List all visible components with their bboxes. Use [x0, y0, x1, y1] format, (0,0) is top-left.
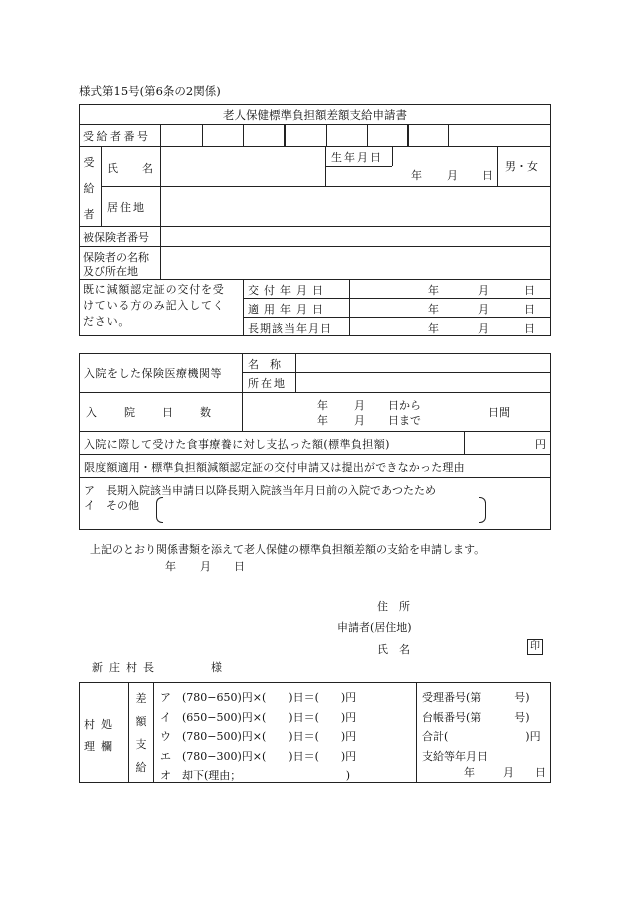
long-term-date-field[interactable]: [350, 318, 550, 336]
difference-payment-label: 差 額 支 給: [135, 692, 147, 774]
long-term-date-label: 長期該当年月日: [248, 322, 332, 335]
month-unit: 月: [478, 303, 489, 316]
from-year-unit: 年: [317, 399, 328, 412]
meal-paid-amount-field[interactable]: [465, 432, 550, 453]
ledger-number[interactable]: 台帳番号(第 号): [422, 710, 530, 724]
recipient-number-cells[interactable]: [161, 125, 550, 145]
reduction-note: 既に減額認定証の交付を受 けている方のみ記入してく ださい。: [83, 283, 225, 328]
issue-date-label: 交付年月日: [248, 284, 328, 297]
hospital-period-field[interactable]: [243, 393, 550, 430]
village-processing-label: 村処 理欄: [84, 718, 118, 753]
year-unit: 年: [428, 284, 439, 297]
month-unit: 月: [478, 284, 489, 297]
days-unit: 日間: [488, 406, 510, 419]
calc-item-d[interactable]: エ (780−300)円×( )日＝( )円: [160, 749, 357, 763]
declaration-text: 上記のとおり関係書類を添えて老人保健の標準負担額差額の支給を申請します。: [90, 543, 486, 556]
recipient-group-label: 受 給 者: [83, 156, 95, 221]
payment-date-label: 支給等年月日: [422, 749, 488, 763]
day-unit: 日: [535, 766, 546, 779]
month-unit: 月: [503, 766, 514, 779]
reason-other-bracket[interactable]: [156, 497, 486, 523]
institution-label: 入院をした保険医療機関等: [84, 367, 222, 380]
to-year-unit: 年: [317, 414, 328, 427]
reason-option-b[interactable]: イ その他: [84, 499, 139, 512]
reason-label: 限度額適用・標準負担額減額認定証の交付申請又は提出ができなかった理由: [84, 461, 465, 474]
calculation-list: [160, 688, 356, 786]
insurer-label-line2: 及び所在地: [83, 265, 138, 278]
day-unit: 日: [524, 284, 535, 297]
year-unit: 年: [428, 303, 439, 316]
from-suffix: 日から: [388, 399, 421, 412]
registry-info: [422, 688, 541, 766]
meal-paid-label: 入院に際して受けた食事療養に対し支払った額(標準負担額): [84, 438, 390, 451]
form-number: 様式第15号(第6条の2関係): [79, 84, 221, 98]
birth-date-label: 生年月日: [331, 151, 383, 164]
insured-number-field[interactable]: [161, 227, 550, 245]
day-unit: 日: [234, 560, 245, 573]
month-unit: 月: [478, 322, 489, 335]
insurer-label-line1: 保険者の名称: [83, 251, 149, 264]
payment-date-field[interactable]: [420, 764, 550, 781]
name-field[interactable]: [161, 147, 324, 187]
sex-option[interactable]: 男・女: [505, 160, 538, 173]
institution-name-field[interactable]: [296, 354, 550, 372]
receipt-number[interactable]: 受理番号(第 号): [422, 691, 530, 704]
application-date[interactable]: [160, 558, 260, 574]
calc-item-b[interactable]: イ (650−500)円×( )日＝( )円: [160, 710, 357, 724]
apply-date-field[interactable]: [350, 299, 550, 317]
birth-day-unit: 日: [482, 169, 493, 182]
form-title: 老人保健標準負担額差額支給申請書: [223, 108, 407, 122]
name-label: 氏 名: [107, 162, 153, 175]
calc-item-a[interactable]: ア (780−650)円×( )日＝( )円: [160, 691, 357, 704]
applicant-label: 申請者(居住地): [337, 621, 412, 634]
to-month-unit: 月: [354, 414, 365, 427]
institution-location-field[interactable]: [296, 373, 550, 391]
birth-date-field[interactable]: [326, 167, 496, 186]
year-unit: 年: [165, 560, 176, 573]
reason-option-a[interactable]: ア 長期入院該当申請日以降長期入院該当年月日前の入院であつたため: [84, 484, 436, 497]
applicant-name-label: 氏 名: [377, 643, 410, 656]
recipient-number-label: 受給者番号: [83, 130, 151, 143]
institution-location-label: 所在地: [248, 377, 287, 390]
year-unit: 年: [428, 322, 439, 335]
hospital-days-label: 入院日数: [86, 406, 238, 419]
month-unit: 月: [200, 560, 211, 573]
addressee: 新庄村長 様: [92, 661, 228, 674]
birth-month-unit: 月: [447, 169, 458, 182]
institution-name-label: 名 称: [248, 358, 281, 371]
applicant-name-field[interactable]: [415, 638, 525, 656]
day-unit: 日: [524, 303, 535, 316]
total-amount[interactable]: 合計( )円: [422, 730, 541, 743]
yen-unit: 円: [535, 438, 546, 451]
address-label: 居住地: [107, 201, 146, 214]
address-field[interactable]: [161, 187, 550, 225]
calc-item-e[interactable]: オ 却下(理由； ): [160, 769, 351, 782]
day-unit: 日: [524, 322, 535, 335]
seal-mark: 印: [527, 639, 543, 655]
year-unit: 年: [464, 766, 475, 779]
applicant-address-label: 住 所: [377, 600, 410, 613]
insurer-field[interactable]: [161, 247, 550, 278]
apply-date-label: 適用年月日: [248, 303, 328, 316]
from-month-unit: 月: [354, 399, 365, 412]
calc-item-c[interactable]: ウ (780−500)円×( )日＝( )円: [160, 730, 357, 743]
to-suffix: 日まで: [388, 414, 421, 427]
issue-date-field[interactable]: [350, 280, 550, 298]
birth-year-unit: 年: [411, 169, 422, 182]
insured-number-label: 被保険者番号: [83, 231, 149, 244]
